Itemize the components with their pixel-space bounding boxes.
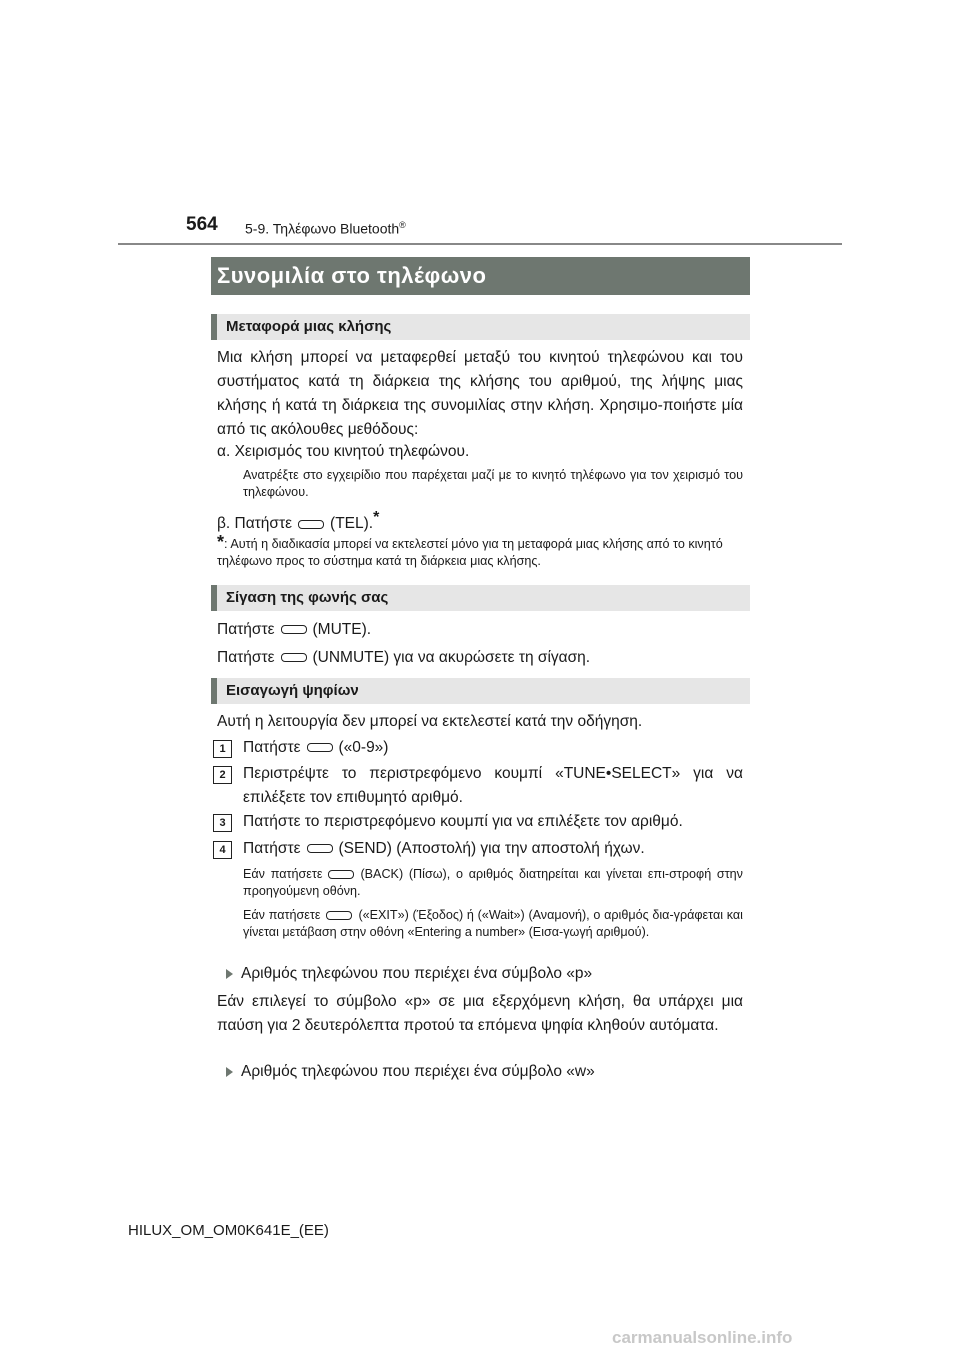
send-button-icon: [307, 844, 333, 853]
option-b-suffix: (TEL).: [330, 515, 374, 533]
registered-mark: ®: [399, 220, 406, 230]
triangle-bullet-icon: [226, 969, 233, 979]
digits-button-icon: [307, 743, 333, 752]
note-exit-prefix: Εάν πατήσετε: [243, 908, 321, 922]
chapter-text: 5-9. Τηλέφωνο Bluetooth: [245, 220, 400, 237]
bullet-w-text: Αριθμός τηλεφώνου που περιέχει ένα σύμβολο «w»: [241, 1063, 595, 1080]
bullet-p-text: Αριθμός τηλεφώνου που περιέχει ένα σύμβολο «p»: [241, 965, 593, 982]
exit-button-icon: [326, 911, 352, 920]
option-a: α. Χειρισμός του κινητού τηλεφώνου.: [217, 443, 470, 460]
bullet-p-description: Εάν επιλεγεί το σύμβολο «p» σε μια εξερχόμενη κλήση, θα υπάρχει μια παύση για 2 δευτερόλεπτα προτού τα επόμενα ψηφία κληθούν αυτόματα.: [217, 993, 743, 1034]
note-exit-suffix: («EXIT») (Έξοδος) ή («Wait») (Αναμονή), ο αριθμός δια-γράφεται και γίνεται μετάβαση στην οθόνη «Entering a number» (Εισα-γωγή αριθμού).: [243, 908, 743, 939]
note-back-prefix: Εάν πατήσετε: [243, 867, 323, 881]
watermark: carmanualsonline.info: [612, 1328, 793, 1347]
step-2: Περιστρέψτε το περιστρεφόμενο κουμπί «TUNE•SELECT» για να επιλέξετε τον επιθυμητό αριθμό.: [243, 765, 743, 806]
step-4-suffix: (SEND) (Αποστολή) για την αποστολή ήχων.: [338, 840, 645, 857]
step-4: [243, 837, 743, 861]
unmute-suffix: (UNMUTE) για να ακυρώσετε τη σίγαση.: [312, 649, 591, 666]
step-4-prefix: Πατήστε: [243, 840, 301, 857]
unmute-prefix: Πατήστε: [217, 649, 275, 666]
page-number: 564: [186, 214, 218, 235]
step-number: 4: [213, 841, 232, 859]
header-rule: [118, 243, 842, 245]
footnote: [217, 534, 743, 570]
note-exit: [243, 907, 743, 941]
step-number: 1: [213, 740, 232, 758]
document-code: HILUX_OM_OM0K641E_(EE): [128, 1222, 329, 1239]
mute-prefix: Πατήστε: [217, 621, 275, 638]
subheading-digits: Εισαγωγή ψηφίων: [211, 678, 750, 704]
footnote-mark: *: [217, 532, 225, 552]
chapter-title: [245, 220, 406, 237]
mute-line: [217, 618, 743, 642]
option-b-star: *: [373, 509, 380, 526]
step-1-prefix: Πατήστε: [243, 739, 301, 756]
bullet-w: [226, 1060, 595, 1084]
subheading-mute: Σίγαση της φωνής σας: [211, 585, 750, 611]
step-1-suffix: («0-9»): [338, 739, 389, 756]
option-a-note: Ανατρέξτε στο εγχειρίδιο που παρέχεται μαζί με το κινητό τηλέφωνο για τον χειρισμό του τηλεφώνου.: [243, 468, 743, 499]
mute-suffix: (MUTE).: [312, 621, 372, 638]
digits-intro: Αυτή η λειτουργία δεν μπορεί να εκτελεστεί κατά την οδήγηση.: [217, 713, 643, 730]
option-b-prefix: β. Πατήστε: [217, 515, 293, 533]
section-title: Συνομιλία στο τηλέφωνο: [211, 257, 750, 295]
triangle-bullet-icon: [226, 1067, 233, 1077]
step-number: 3: [213, 814, 232, 832]
subheading-transfer: Μεταφορά μιας κλήσης: [211, 314, 750, 340]
unmute-button-icon: [281, 653, 307, 662]
note-back: [243, 866, 743, 900]
tel-button-icon: [298, 520, 324, 529]
mute-button-icon: [281, 625, 307, 634]
step-1: [243, 736, 743, 760]
option-b: [217, 506, 743, 536]
footnote-text: : Αυτή η διαδικασία μπορεί να εκτελεστεί μόνο για τη μεταφορά μιας κλήσης από το κινητό τηλέφωνο προς το σύστημα κατά τη διάρκεια μιας κλήσης.: [217, 537, 723, 568]
bullet-p: [226, 962, 592, 986]
unmute-line: [217, 646, 743, 670]
transfer-intro: Μια κλήση μπορεί να μεταφερθεί μεταξύ του κινητού τηλεφώνου και του συστήματος κατά τη διάρκεια της κλήσης του αριθμού, της λήψης μιας κλήσης ή κατά τη διάρκεια της συνομιλίας στην κλήση. Χρησιμο-ποιήστε μία από τις ακόλουθες μεθόδους:: [217, 349, 743, 438]
back-button-icon: [328, 870, 354, 879]
step-3: Πατήστε το περιστρεφόμενο κουμπί για να επιλέξετε τον αριθμό.: [243, 813, 683, 830]
step-number: 2: [213, 766, 232, 784]
note-back-suffix: (BACK) (Πίσω), ο αριθμός διατηρείται και γίνεται επι-στροφή στην προηγούμενη οθόνη.: [243, 867, 743, 898]
